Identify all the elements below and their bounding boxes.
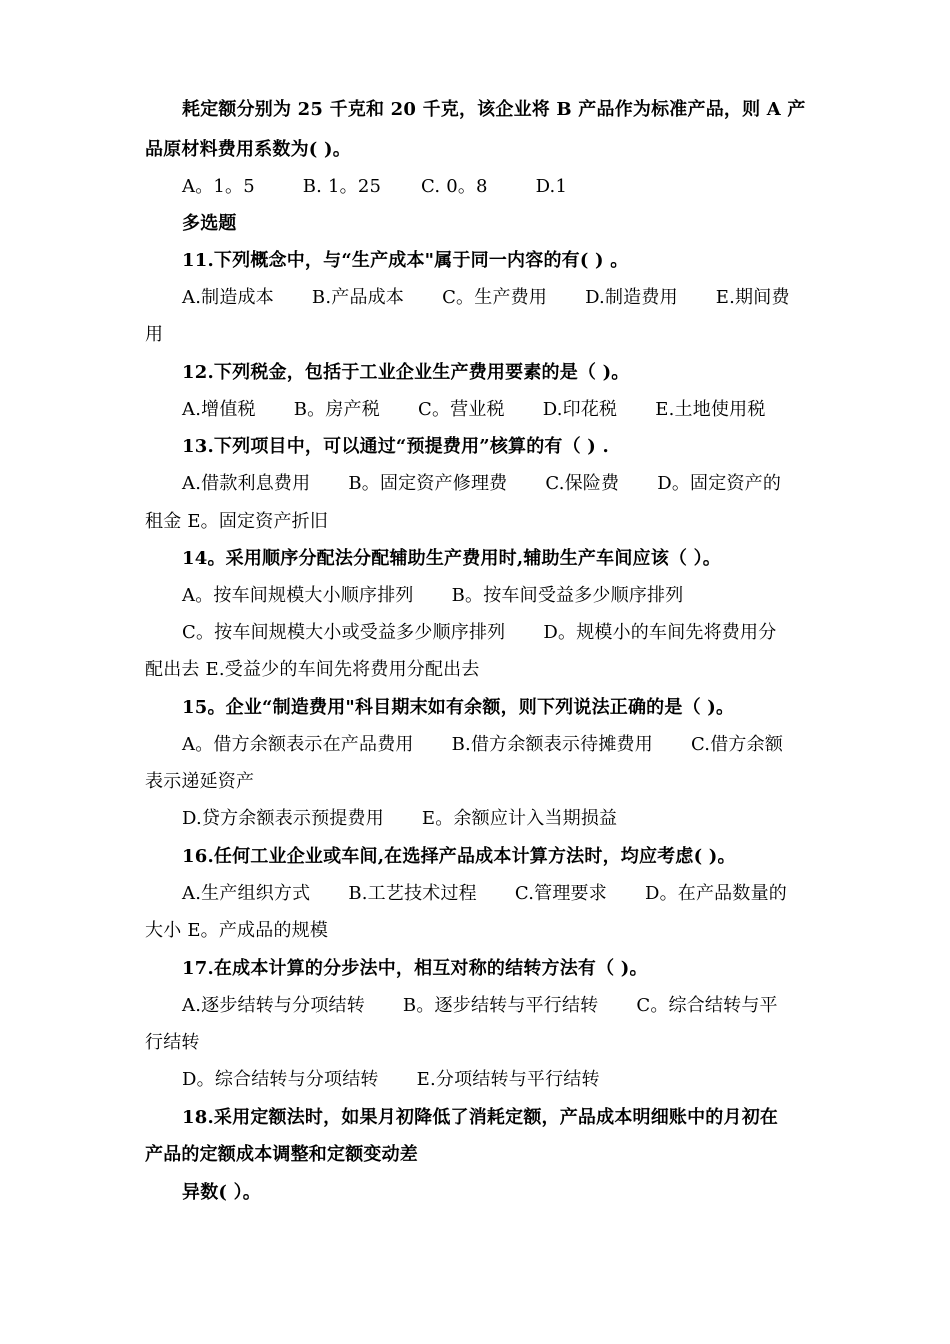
question-11-options bbox=[182, 287, 790, 309]
option: A.生产组织方式 bbox=[182, 883, 311, 904]
question-16-stem: 16.任何工业企业或车间,在选择产品成本计算方法时，均应考虑( )。 bbox=[182, 846, 736, 867]
option: D。固定资产的 bbox=[657, 473, 782, 494]
option: C。营业税 bbox=[417, 399, 505, 420]
option: C。按车间规模大小或受益多少顺序排列 bbox=[182, 622, 506, 643]
option: A.制造成本 bbox=[182, 287, 274, 308]
option: A。借方余额表示在产品费用 bbox=[182, 734, 414, 755]
option: B。按车间受益多少顺序排列 bbox=[451, 585, 684, 606]
question-15-options-row1 bbox=[182, 734, 783, 756]
option: D。规模小的车间先将费用分 bbox=[543, 622, 777, 643]
option: C。综合结转与平 bbox=[636, 995, 778, 1016]
option: D.印花税 bbox=[542, 399, 618, 420]
option: B。固定资产修理费 bbox=[348, 473, 508, 494]
intro-line-1: 耗定额分别为 25 千克和 20 千克，该企业将 B 产品作为标准产品，则 A 产 bbox=[182, 99, 806, 120]
option: D。综合结转与分项结转 bbox=[182, 1069, 379, 1090]
section-title: 多选题 bbox=[182, 213, 237, 234]
option: A.逐步结转与分项结转 bbox=[182, 995, 365, 1016]
question-14-options-row1 bbox=[182, 585, 683, 607]
question-11-continuation: 用 bbox=[145, 324, 164, 345]
question-14-stem: 14。采用顺序分配法分配辅助生产费用时,辅助生产车间应该（ ）。 bbox=[182, 548, 721, 569]
intro-options bbox=[182, 176, 567, 198]
option: D.贷方余额表示预提费用 bbox=[182, 808, 384, 829]
question-17-stem: 17.在成本计算的分步法中，相互对称的结转方法有（ )。 bbox=[182, 958, 648, 979]
option-d: D.1 bbox=[535, 176, 568, 197]
question-15-options-row2 bbox=[182, 808, 617, 830]
question-11-stem: 11.下列概念中，与“生产成本"属于同一内容的有( ) 。 bbox=[182, 250, 629, 271]
question-18-stem-line-3: 异数( ）。 bbox=[182, 1182, 261, 1203]
option: E.土地使用税 bbox=[655, 399, 766, 420]
question-16-options bbox=[182, 883, 787, 905]
intro-line-2: 品原材料费用系数为( )。 bbox=[145, 139, 351, 160]
option: C.保险费 bbox=[545, 473, 620, 494]
option: A.增值税 bbox=[182, 399, 256, 420]
option: E.期间费 bbox=[715, 287, 790, 308]
question-12-stem: 12.下列税金，包括于工业企业生产费用要素的是（ )。 bbox=[182, 362, 630, 383]
question-13-options bbox=[182, 473, 781, 495]
question-12-options bbox=[182, 399, 766, 421]
option: B.工艺技术过程 bbox=[348, 883, 477, 904]
option: E。余额应计入当期损益 bbox=[421, 808, 618, 829]
option: D。在产品数量的 bbox=[644, 883, 787, 904]
question-15-stem: 15。企业“制造费用"科目期末如有余额，则下列说法正确的是（ )。 bbox=[182, 697, 735, 718]
option: C.借方余额 bbox=[690, 734, 784, 755]
option: E.分项结转与平行结转 bbox=[416, 1069, 600, 1090]
question-13-continuation: 租金 E。固定资产折旧 bbox=[145, 511, 329, 532]
question-17-options-row2 bbox=[182, 1069, 600, 1091]
option: B.产品成本 bbox=[311, 287, 405, 308]
option-c: C. 0。8 bbox=[421, 176, 488, 197]
question-14-options-row2 bbox=[182, 622, 776, 644]
question-18-stem: 18.采用定额法时，如果月初降低了消耗定额，产品成本明细账中的月初在 bbox=[182, 1107, 779, 1128]
question-15-continuation: 表示递延资产 bbox=[145, 771, 255, 792]
question-14-continuation: 配出去 E.受益少的车间先将费用分配出去 bbox=[145, 659, 480, 680]
question-18-stem-line-2: 产品的定额成本调整和定额变动差 bbox=[145, 1144, 418, 1165]
option-b: B. 1。25 bbox=[302, 176, 382, 197]
question-13-stem: 13.下列项目中，可以通过“预提费用”核算的有（ ) . bbox=[182, 436, 609, 457]
option: A。按车间规模大小顺序排列 bbox=[182, 585, 414, 606]
question-17-continuation: 行结转 bbox=[145, 1032, 200, 1053]
option: C.管理要求 bbox=[514, 883, 607, 904]
option: C。生产费用 bbox=[442, 287, 548, 308]
option: D.制造费用 bbox=[585, 287, 678, 308]
question-16-continuation: 大小 E。产成品的规模 bbox=[145, 920, 329, 941]
option: B。逐步结转与平行结转 bbox=[402, 995, 599, 1016]
option: A.借款利息费用 bbox=[182, 473, 311, 494]
question-17-options-row1 bbox=[182, 995, 778, 1017]
option: B。房产税 bbox=[293, 399, 380, 420]
option: B.借方余额表示待摊费用 bbox=[451, 734, 653, 755]
option-a: A。1。5 bbox=[182, 176, 255, 197]
